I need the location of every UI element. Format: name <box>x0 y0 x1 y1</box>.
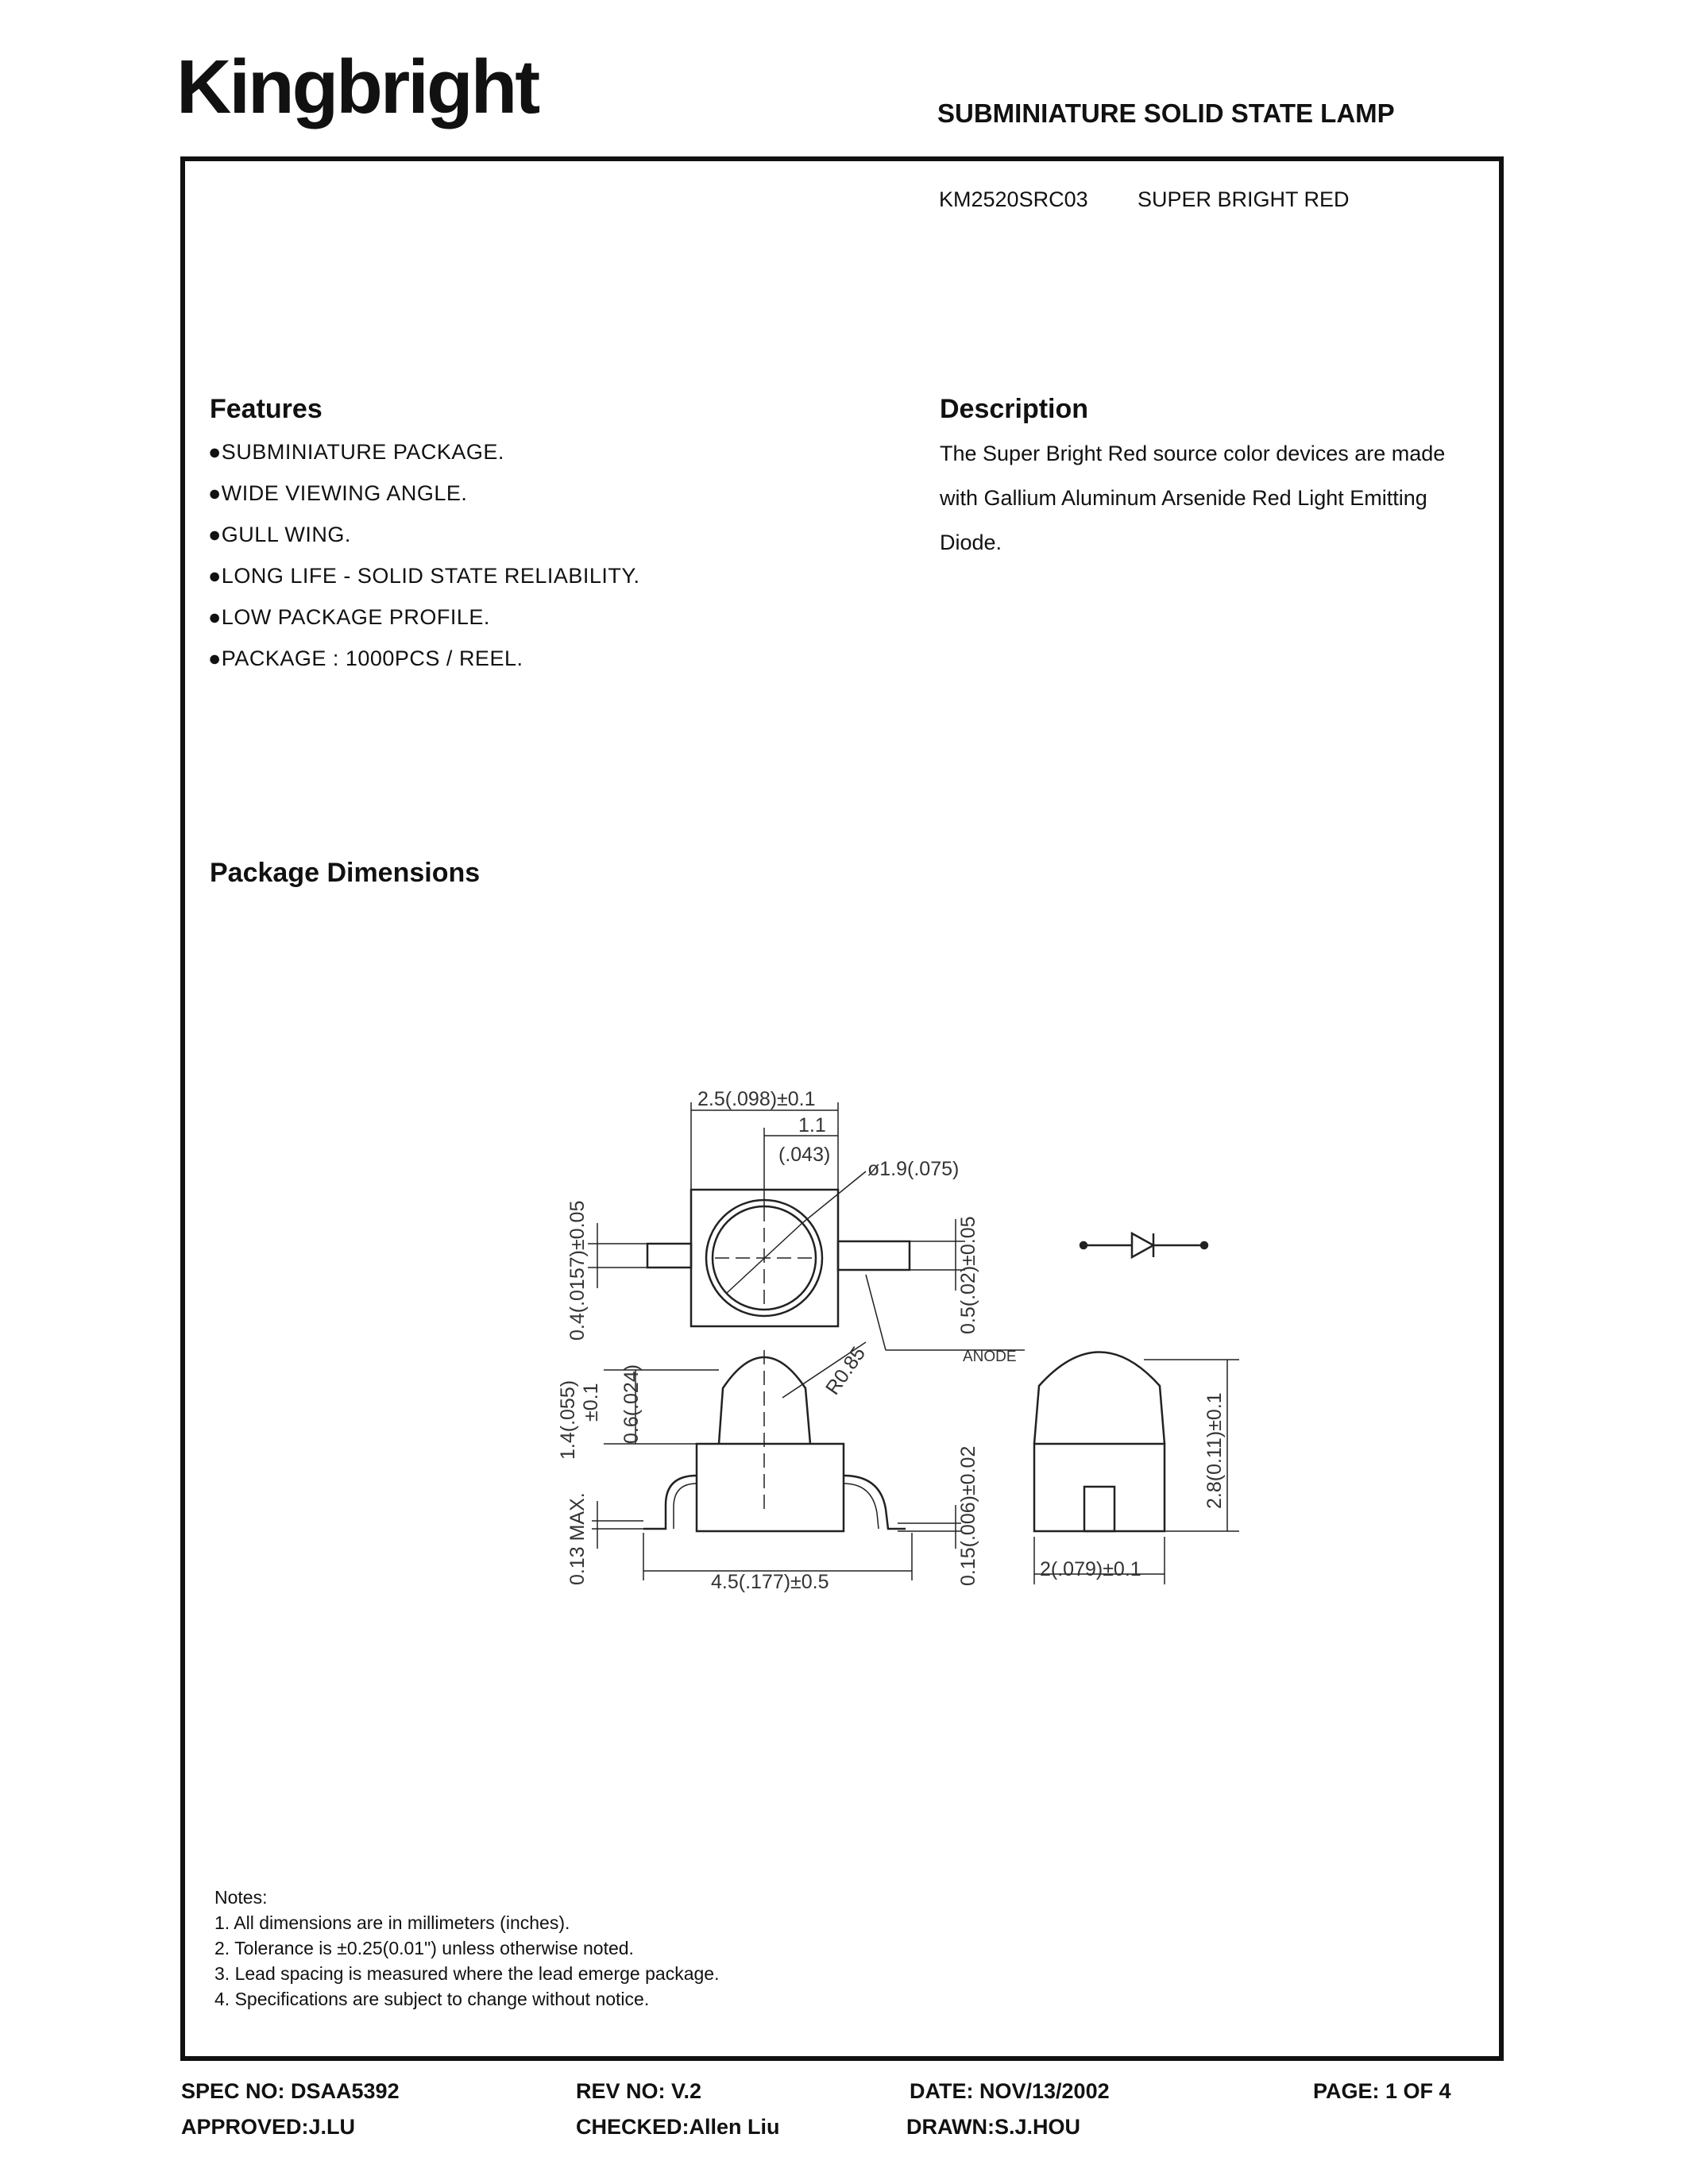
footer-page: PAGE: 1 OF 4 <box>1313 2079 1451 2103</box>
description-heading: Description <box>940 394 1089 424</box>
dim-offset-mm: 1.1 <box>798 1114 826 1136</box>
document-title: SUBMINIATURE SOLID STATE LAMP <box>937 98 1395 128</box>
description-line: with Gallium Aluminum Arsenide Red Light Emitting <box>940 486 1427 510</box>
dim-max-height: 1.4(.055) <box>557 1379 579 1460</box>
dim-lens-diameter: ø1.9(.075) <box>867 1158 960 1180</box>
top-view-left-lead <box>647 1244 691 1268</box>
footer-checked: CHECKED:Allen Liu <box>576 2115 780 2139</box>
side-view-dome <box>1034 1352 1165 1445</box>
package-dimensions-heading: Package Dimensions <box>210 858 481 888</box>
diode-symbol-icon <box>1080 1233 1207 1257</box>
dim-radius: R0.85 <box>821 1342 871 1399</box>
front-view-left-lead <box>643 1476 697 1529</box>
footer-spec-no: SPEC NO: DSAA5392 <box>181 2079 400 2103</box>
dim-offset-in: (.043) <box>778 1144 831 1166</box>
feature-item: ●LONG LIFE - SOLID STATE RELIABILITY. <box>208 564 640 588</box>
part-number: KM2520SRC03 <box>939 187 1088 211</box>
brand-logo: Kingbright <box>176 44 539 129</box>
note-item: 2. Tolerance is ±0.25(0.01") unless otherwise noted. <box>214 1938 634 1958</box>
footer-approved: APPROVED:J.LU <box>181 2115 356 2139</box>
top-view-right-lead <box>838 1241 910 1270</box>
feature-item: ●LOW PACKAGE PROFILE. <box>208 605 490 629</box>
side-view-lead <box>1084 1487 1114 1531</box>
note-item: 1. All dimensions are in millimeters (inches). <box>214 1912 570 1933</box>
part-name: SUPER BRIGHT RED <box>1138 187 1350 211</box>
feature-item: ●GULL WING. <box>208 523 351 546</box>
anode-label: ANODE <box>963 1349 1017 1365</box>
dim-dome-height: 0.6(.024) <box>620 1364 643 1444</box>
dim-right-lead: 0.5(.02)±0.05 <box>957 1216 979 1334</box>
dim-side-width: 2(.079)±0.1 <box>1040 1558 1141 1580</box>
feature-item: ●WIDE VIEWING ANGLE. <box>208 481 468 505</box>
note-item: 4. Specifications are subject to change without notice. <box>214 1989 650 2009</box>
dim-overall-length: 4.5(.177)±0.5 <box>711 1571 829 1593</box>
feature-item: ●SUBMINIATURE PACKAGE. <box>208 440 504 464</box>
dim-width-top: 2.5(.098)±0.1 <box>697 1088 816 1110</box>
dim-lead-clearance: 0.13 MAX. <box>566 1492 589 1585</box>
features-heading: Features <box>210 394 323 424</box>
feature-item: ●PACKAGE : 1000PCS / REEL. <box>208 646 523 670</box>
front-view-body <box>697 1444 844 1531</box>
description-line: The Super Bright Red source color devices are made <box>940 442 1446 465</box>
description-line: Diode. <box>940 531 1002 554</box>
dim-side-height: 2.8(0.11)±0.1 <box>1203 1392 1226 1509</box>
notes-title: Notes: <box>214 1887 268 1908</box>
footer-date: DATE: NOV/13/2002 <box>910 2079 1110 2103</box>
dim-lead-thickness: 0.15(.006)±0.02 <box>957 1445 979 1586</box>
footer-drawn: DRAWN:S.J.HOU <box>906 2115 1081 2139</box>
note-item: 3. Lead spacing is measured where the lead emerge package. <box>214 1963 720 1984</box>
dim-max-height-tolerance: ±0.1 <box>580 1383 602 1422</box>
dim-left-lead: 0.4(.0157)±0.05 <box>566 1200 589 1341</box>
footer-rev-no: REV NO: V.2 <box>576 2079 702 2103</box>
